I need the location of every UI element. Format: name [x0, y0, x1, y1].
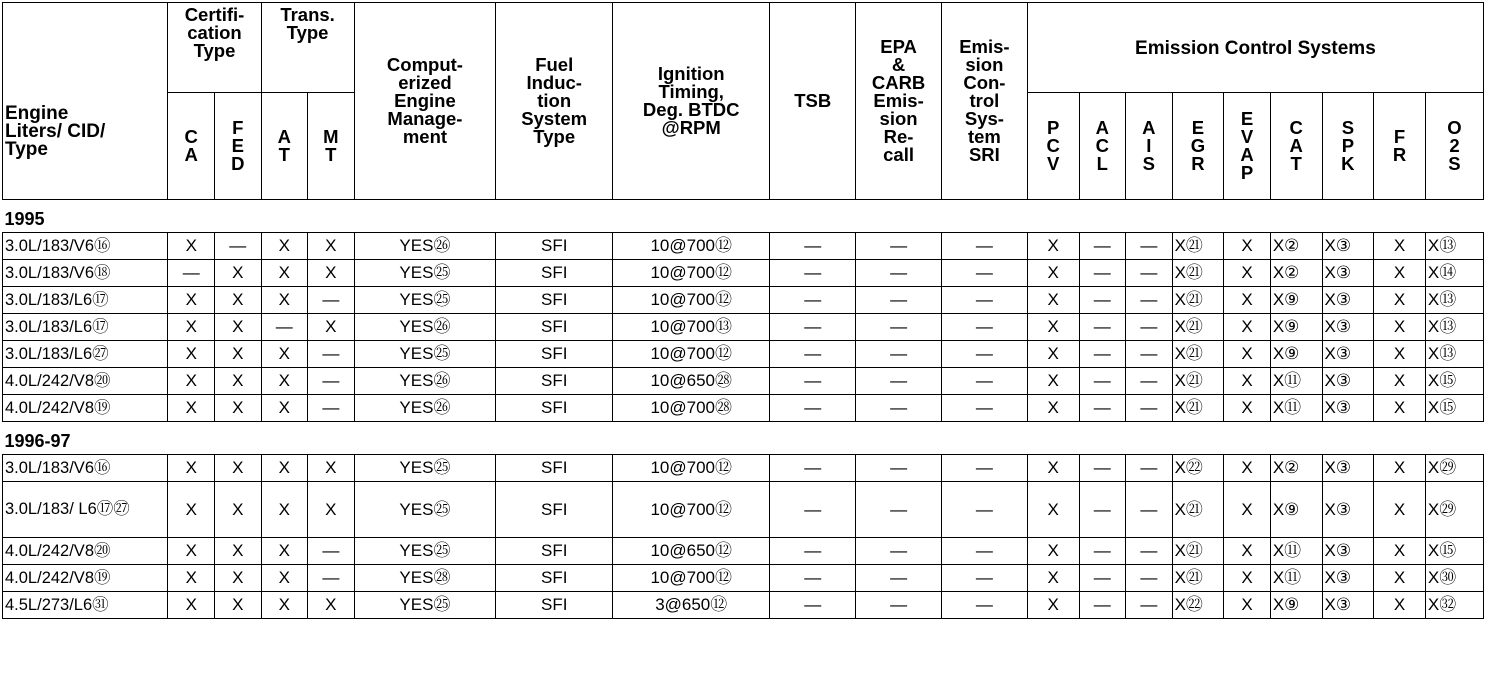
cert-ca-header: C A [168, 93, 215, 200]
fuel-induction-cell: SFI [496, 538, 613, 565]
cat-cell: X⑪ [1270, 395, 1322, 422]
tsb-cell: — [770, 395, 856, 422]
trans-at-cell: X [261, 341, 308, 368]
year-section-row [3, 200, 1484, 233]
fuel-induction-cell: SFI [496, 233, 613, 260]
table-row [3, 592, 1484, 619]
egr-cell: X㉑ [1172, 482, 1224, 538]
pcv-cell: X [1027, 287, 1079, 314]
ais-cell: — [1126, 538, 1173, 565]
o2s-cell: X⑬ [1425, 314, 1483, 341]
emission-sri-cell: — [941, 233, 1027, 260]
fuel-induction-cell: SFI [496, 565, 613, 592]
ignition-timing-cell: 3@650⑫ [613, 592, 770, 619]
ignition-timing-cell: 10@700⑫ [613, 287, 770, 314]
pcv-cell: X [1027, 455, 1079, 482]
cat-cell: X⑪ [1270, 538, 1322, 565]
cert-fed-header: F E D [215, 93, 262, 200]
spk-cell: X③ [1322, 233, 1374, 260]
egr-cell: X㉑ [1172, 341, 1224, 368]
cert-ca-cell: X [168, 341, 215, 368]
ais-header: A I S [1126, 93, 1173, 200]
fuel-induction-cell: SFI [496, 341, 613, 368]
cat-cell: X② [1270, 260, 1322, 287]
pcv-cell: X [1027, 314, 1079, 341]
cat-cell: X② [1270, 233, 1322, 260]
egr-cell: X㉑ [1172, 314, 1224, 341]
epa-carb-recall-cell: — [856, 260, 942, 287]
trans-at-cell: X [261, 592, 308, 619]
transmission-type-header: Trans. Type [261, 3, 354, 93]
egr-cell: X㉒ [1172, 455, 1224, 482]
ignition-timing-cell: 10@700⑫ [613, 455, 770, 482]
engine-management-cell: YES㉕ [354, 287, 496, 314]
cert-fed-cell: X [215, 455, 262, 482]
engine-cell: 4.0L/242/V8⑳ [3, 368, 168, 395]
table-row [3, 538, 1484, 565]
spk-cell: X③ [1322, 260, 1374, 287]
o2s-cell: X㉙ [1425, 482, 1483, 538]
spk-cell: X③ [1322, 395, 1374, 422]
trans-at-cell: X [261, 455, 308, 482]
fuel-induction-cell: SFI [496, 260, 613, 287]
cert-fed-cell: X [215, 260, 262, 287]
table-row [3, 482, 1484, 538]
table-row [3, 565, 1484, 592]
spk-cell: X③ [1322, 341, 1374, 368]
spk-cell: X③ [1322, 455, 1374, 482]
cat-cell: X⑪ [1270, 368, 1322, 395]
ignition-timing-cell: 10@650㉘ [613, 368, 770, 395]
trans-at-cell: X [261, 260, 308, 287]
cat-cell: X② [1270, 455, 1322, 482]
pcv-cell: X [1027, 565, 1079, 592]
fuel-induction-header: Fuel Induc- tion System Type [496, 3, 613, 200]
trans-at-header: A T [261, 93, 308, 200]
engine-management-cell: YES㉖ [354, 314, 496, 341]
egr-cell: X㉑ [1172, 233, 1224, 260]
ignition-timing-cell: 10@700⑬ [613, 314, 770, 341]
engine-management-cell: YES㉕ [354, 482, 496, 538]
evap-cell: X [1224, 287, 1271, 314]
ais-cell: — [1126, 341, 1173, 368]
cert-ca-cell: X [168, 233, 215, 260]
evap-header: E V A P [1224, 93, 1271, 200]
emission-sri-cell: — [941, 260, 1027, 287]
ignition-timing-cell: 10@700⑫ [613, 341, 770, 368]
evap-cell: X [1224, 565, 1271, 592]
emission-sri-cell: — [941, 592, 1027, 619]
pcv-cell: X [1027, 482, 1079, 538]
fr-cell: X [1374, 395, 1426, 422]
fr-cell: X [1374, 538, 1426, 565]
trans-mt-cell: X [308, 260, 355, 287]
acl-cell: — [1079, 482, 1126, 538]
acl-cell: — [1079, 395, 1126, 422]
pcv-cell: X [1027, 368, 1079, 395]
evap-cell: X [1224, 482, 1271, 538]
cat-cell: X⑨ [1270, 287, 1322, 314]
spk-header: S P K [1322, 93, 1374, 200]
ignition-timing-cell: 10@700⑫ [613, 565, 770, 592]
table-row [3, 455, 1484, 482]
trans-mt-cell: — [308, 368, 355, 395]
acl-cell: — [1079, 314, 1126, 341]
table-row [3, 314, 1484, 341]
cert-fed-cell: X [215, 368, 262, 395]
cert-ca-cell: X [168, 592, 215, 619]
cat-header: C A T [1270, 93, 1322, 200]
pcv-cell: X [1027, 395, 1079, 422]
ais-cell: — [1126, 395, 1173, 422]
o2s-cell: X⑬ [1425, 341, 1483, 368]
ignition-timing-cell: 10@700⑫ [613, 233, 770, 260]
acl-cell: — [1079, 368, 1126, 395]
epa-carb-recall-cell: — [856, 314, 942, 341]
engine-cell: 3.0L/183/V6⑯ [3, 233, 168, 260]
egr-cell: X㉑ [1172, 260, 1224, 287]
ais-cell: — [1126, 482, 1173, 538]
acl-cell: — [1079, 565, 1126, 592]
acl-cell: — [1079, 287, 1126, 314]
emission-sri-cell: — [941, 314, 1027, 341]
cat-cell: X⑨ [1270, 314, 1322, 341]
acl-cell: — [1079, 260, 1126, 287]
table-row [3, 260, 1484, 287]
cert-fed-cell: X [215, 341, 262, 368]
o2s-cell: X⑮ [1425, 538, 1483, 565]
o2s-cell: X⑮ [1425, 368, 1483, 395]
cat-cell: X⑨ [1270, 341, 1322, 368]
emission-sri-header: Emis- sion Con- trol Sys- tem SRI [941, 3, 1027, 200]
fr-cell: X [1374, 287, 1426, 314]
fr-cell: X [1374, 482, 1426, 538]
cert-ca-cell: X [168, 455, 215, 482]
cert-fed-cell: X [215, 592, 262, 619]
year-heading: 1995 [3, 200, 1484, 233]
cert-fed-cell: X [215, 482, 262, 538]
ignition-timing-cell: 10@700⑫ [613, 260, 770, 287]
trans-mt-cell: X [308, 314, 355, 341]
table-row [3, 287, 1484, 314]
trans-mt-header: M T [308, 93, 355, 200]
epa-carb-recall-cell: — [856, 341, 942, 368]
evap-cell: X [1224, 260, 1271, 287]
ignition-timing-cell: 10@700⑫ [613, 482, 770, 538]
cert-ca-cell: X [168, 482, 215, 538]
trans-mt-cell: — [308, 395, 355, 422]
fuel-induction-cell: SFI [496, 314, 613, 341]
spk-cell: X③ [1322, 565, 1374, 592]
pcv-cell: X [1027, 538, 1079, 565]
cert-ca-cell: X [168, 565, 215, 592]
epa-carb-recall-cell: — [856, 482, 942, 538]
tsb-cell: — [770, 455, 856, 482]
emission-sri-cell: — [941, 455, 1027, 482]
fr-cell: X [1374, 260, 1426, 287]
o2s-cell: X㉙ [1425, 455, 1483, 482]
engine-management-cell: YES㉖ [354, 368, 496, 395]
trans-mt-cell: X [308, 455, 355, 482]
fr-cell: X [1374, 592, 1426, 619]
cert-ca-cell: X [168, 368, 215, 395]
engine-cell: 4.0L/242/V8⑲ [3, 395, 168, 422]
emission-spec-table [2, 2, 1484, 619]
fuel-induction-cell: SFI [496, 482, 613, 538]
trans-at-cell: X [261, 395, 308, 422]
fr-cell: X [1374, 368, 1426, 395]
cert-ca-cell: X [168, 538, 215, 565]
ignition-timing-header: Ignition Timing, Deg. BTDC @RPM [613, 3, 770, 200]
trans-at-cell: X [261, 538, 308, 565]
cert-ca-cell: X [168, 314, 215, 341]
cert-fed-cell: X [215, 287, 262, 314]
tsb-header: TSB [770, 3, 856, 200]
engine-cell: 3.0L/183/L6㉗ [3, 341, 168, 368]
epa-carb-recall-cell: — [856, 565, 942, 592]
trans-at-cell: X [261, 482, 308, 538]
acl-header: A C L [1079, 93, 1126, 200]
o2s-cell: X⑬ [1425, 287, 1483, 314]
trans-at-cell: X [261, 287, 308, 314]
tsb-cell: — [770, 482, 856, 538]
tsb-cell: — [770, 341, 856, 368]
emission-sri-cell: — [941, 482, 1027, 538]
egr-header: E G R [1172, 93, 1224, 200]
pcv-cell: X [1027, 233, 1079, 260]
fr-cell: X [1374, 233, 1426, 260]
egr-cell: X㉒ [1172, 592, 1224, 619]
fuel-induction-cell: SFI [496, 395, 613, 422]
engine-cell: 3.0L/183/V6⑯ [3, 455, 168, 482]
trans-mt-cell: X [308, 233, 355, 260]
evap-cell: X [1224, 538, 1271, 565]
o2s-cell: X⑭ [1425, 260, 1483, 287]
engine-cell: 4.0L/242/V8⑲ [3, 565, 168, 592]
engine-cell: 3.0L/183/L6⑰ [3, 314, 168, 341]
trans-mt-cell: — [308, 287, 355, 314]
engine-management-cell: YES㉕ [354, 592, 496, 619]
egr-cell: X㉑ [1172, 565, 1224, 592]
o2s-cell: X⑮ [1425, 395, 1483, 422]
trans-at-cell: X [261, 368, 308, 395]
fr-cell: X [1374, 455, 1426, 482]
trans-mt-cell: X [308, 592, 355, 619]
emission-sri-cell: — [941, 395, 1027, 422]
tsb-cell: — [770, 314, 856, 341]
evap-cell: X [1224, 341, 1271, 368]
cert-fed-cell: X [215, 395, 262, 422]
acl-cell: — [1079, 455, 1126, 482]
evap-cell: X [1224, 368, 1271, 395]
o2s-cell: X㉚ [1425, 565, 1483, 592]
pcv-cell: X [1027, 260, 1079, 287]
ais-cell: — [1126, 368, 1173, 395]
epa-carb-recall-cell: — [856, 592, 942, 619]
year-section-row [3, 422, 1484, 455]
tsb-cell: — [770, 538, 856, 565]
epa-carb-recall-cell: — [856, 538, 942, 565]
spk-cell: X③ [1322, 592, 1374, 619]
engine-management-cell: YES㉖ [354, 395, 496, 422]
emission-spec-sheet [2, 2, 1484, 619]
ignition-timing-cell: 10@650⑫ [613, 538, 770, 565]
o2s-cell: X⑬ [1425, 233, 1483, 260]
tsb-cell: — [770, 592, 856, 619]
emission-sri-cell: — [941, 341, 1027, 368]
fuel-induction-cell: SFI [496, 455, 613, 482]
engine-cell: 3.0L/183/L6⑰ [3, 287, 168, 314]
trans-mt-cell: — [308, 565, 355, 592]
acl-cell: — [1079, 592, 1126, 619]
pcv-header: P C V [1027, 93, 1079, 200]
evap-cell: X [1224, 314, 1271, 341]
ais-cell: — [1126, 565, 1173, 592]
epa-carb-recall-cell: — [856, 233, 942, 260]
o2s-header: O 2 S [1425, 93, 1483, 200]
tsb-cell: — [770, 233, 856, 260]
cert-fed-cell: X [215, 538, 262, 565]
engine-management-cell: YES㉖ [354, 233, 496, 260]
engine-management-cell: YES㉕ [354, 455, 496, 482]
spk-cell: X③ [1322, 368, 1374, 395]
engine-header: Engine Liters/ CID/ Type [3, 3, 168, 200]
epa-carb-recall-cell: — [856, 287, 942, 314]
spk-cell: X③ [1322, 314, 1374, 341]
egr-cell: X㉑ [1172, 287, 1224, 314]
acl-cell: — [1079, 341, 1126, 368]
engine-cell: 4.5L/273/L6㉛ [3, 592, 168, 619]
cat-cell: X⑨ [1270, 592, 1322, 619]
engine-management-cell: YES㉕ [354, 341, 496, 368]
evap-cell: X [1224, 455, 1271, 482]
table-row [3, 368, 1484, 395]
pcv-cell: X [1027, 592, 1079, 619]
engine-cell: 4.0L/242/V8⑳ [3, 538, 168, 565]
fr-cell: X [1374, 565, 1426, 592]
spk-cell: X③ [1322, 287, 1374, 314]
fuel-induction-cell: SFI [496, 592, 613, 619]
engine-management-header: Comput- erized Engine Manage- ment [354, 3, 496, 200]
egr-cell: X㉑ [1172, 395, 1224, 422]
cert-fed-cell: X [215, 314, 262, 341]
epa-carb-recall-cell: — [856, 368, 942, 395]
engine-cell: 3.0L/183/V6⑱ [3, 260, 168, 287]
table-row [3, 233, 1484, 260]
fr-cell: X [1374, 341, 1426, 368]
cert-ca-cell: X [168, 395, 215, 422]
tsb-cell: — [770, 260, 856, 287]
tsb-cell: — [770, 565, 856, 592]
ais-cell: — [1126, 455, 1173, 482]
ais-cell: — [1126, 592, 1173, 619]
acl-cell: — [1079, 538, 1126, 565]
emission-sri-cell: — [941, 368, 1027, 395]
emission-sri-cell: — [941, 538, 1027, 565]
cert-fed-cell: X [215, 565, 262, 592]
trans-at-cell: X [261, 565, 308, 592]
cert-ca-cell: — [168, 260, 215, 287]
cat-cell: X⑪ [1270, 565, 1322, 592]
trans-mt-cell: — [308, 341, 355, 368]
egr-cell: X㉑ [1172, 538, 1224, 565]
epa-carb-recall-cell: — [856, 395, 942, 422]
table-row [3, 341, 1484, 368]
ais-cell: — [1126, 233, 1173, 260]
certification-type-header: Certifi- cation Type [168, 3, 261, 93]
fuel-induction-cell: SFI [496, 368, 613, 395]
emission-sri-cell: — [941, 565, 1027, 592]
epa-carb-recall-cell: — [856, 455, 942, 482]
ignition-timing-cell: 10@700㉘ [613, 395, 770, 422]
fuel-induction-cell: SFI [496, 287, 613, 314]
cat-cell: X⑨ [1270, 482, 1322, 538]
engine-management-cell: YES㉕ [354, 538, 496, 565]
ais-cell: — [1126, 260, 1173, 287]
evap-cell: X [1224, 395, 1271, 422]
ais-cell: — [1126, 287, 1173, 314]
engine-management-cell: YES㉕ [354, 260, 496, 287]
year-heading: 1996-97 [3, 422, 1484, 455]
emission-sri-cell: — [941, 287, 1027, 314]
pcv-cell: X [1027, 341, 1079, 368]
table-row [3, 395, 1484, 422]
evap-cell: X [1224, 233, 1271, 260]
trans-at-cell: — [261, 314, 308, 341]
trans-at-cell: X [261, 233, 308, 260]
tsb-cell: — [770, 368, 856, 395]
evap-cell: X [1224, 592, 1271, 619]
emission-control-systems-header: Emission Control Systems [1027, 3, 1483, 93]
o2s-cell: X㉜ [1425, 592, 1483, 619]
epa-carb-recall-header: EPA & CARB Emis- sion Re- call [856, 3, 942, 200]
table-body [3, 200, 1484, 619]
trans-mt-cell: X [308, 482, 355, 538]
engine-management-cell: YES㉘ [354, 565, 496, 592]
spk-cell: X③ [1322, 538, 1374, 565]
egr-cell: X㉑ [1172, 368, 1224, 395]
cert-ca-cell: X [168, 287, 215, 314]
ais-cell: — [1126, 314, 1173, 341]
tsb-cell: — [770, 287, 856, 314]
trans-mt-cell: — [308, 538, 355, 565]
fr-cell: X [1374, 314, 1426, 341]
acl-cell: — [1079, 233, 1126, 260]
engine-cell: 3.0L/183/ L6⑰㉗ [3, 482, 168, 538]
spk-cell: X③ [1322, 482, 1374, 538]
fr-header: F R [1374, 93, 1426, 200]
cert-fed-cell: — [215, 233, 262, 260]
